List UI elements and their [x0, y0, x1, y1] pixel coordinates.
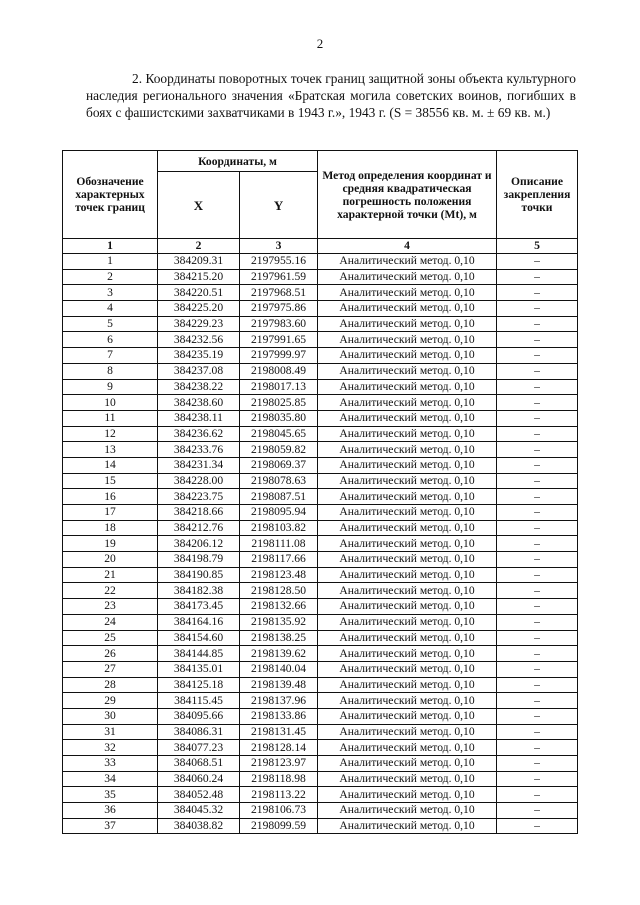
point-number-cell: 7: [63, 348, 158, 364]
description-cell: –: [497, 457, 578, 473]
point-number-cell: 37: [63, 818, 158, 834]
method-cell: Аналитический метод. 0,10: [318, 724, 497, 740]
x-coordinate-cell: 384235.19: [158, 348, 240, 364]
y-coordinate-cell: 2198123.48: [240, 567, 318, 583]
x-coordinate-cell: 384182.38: [158, 583, 240, 599]
method-cell: Аналитический метод. 0,10: [318, 348, 497, 364]
description-cell: –: [497, 803, 578, 819]
y-coordinate-cell: 2198128.50: [240, 583, 318, 599]
y-coordinate-cell: 2198135.92: [240, 614, 318, 630]
x-coordinate-cell: 384238.22: [158, 379, 240, 395]
description-cell: –: [497, 552, 578, 568]
description-cell: –: [497, 536, 578, 552]
description-cell: –: [497, 442, 578, 458]
table-row: [63, 803, 578, 819]
description-cell: –: [497, 614, 578, 630]
y-coordinate-cell: 2198128.14: [240, 740, 318, 756]
point-number-cell: 14: [63, 457, 158, 473]
method-cell: Аналитический метод. 0,10: [318, 756, 497, 772]
method-cell: Аналитический метод. 0,10: [318, 630, 497, 646]
point-number-cell: 1: [63, 254, 158, 270]
x-coordinate-cell: 384206.12: [158, 536, 240, 552]
x-coordinate-cell: 384238.11: [158, 410, 240, 426]
method-cell: Аналитический метод. 0,10: [318, 379, 497, 395]
point-number-cell: 35: [63, 787, 158, 803]
method-cell: Аналитический метод. 0,10: [318, 301, 497, 317]
description-cell: –: [497, 599, 578, 615]
point-number-cell: 24: [63, 614, 158, 630]
table-row: [63, 410, 578, 426]
table-row: [63, 489, 578, 505]
y-coordinate-cell: 2198132.66: [240, 599, 318, 615]
y-coordinate-cell: 2197968.51: [240, 285, 318, 301]
x-coordinate-cell: 384045.32: [158, 803, 240, 819]
y-coordinate-cell: 2198131.45: [240, 724, 318, 740]
description-cell: –: [497, 269, 578, 285]
point-number-cell: 30: [63, 708, 158, 724]
y-coordinate-cell: 2198139.48: [240, 677, 318, 693]
table-row: [63, 520, 578, 536]
table-row: [63, 693, 578, 709]
method-cell: Аналитический метод. 0,10: [318, 818, 497, 834]
point-number-cell: 27: [63, 661, 158, 677]
point-number-cell: 19: [63, 536, 158, 552]
x-coordinate-cell: 384225.20: [158, 301, 240, 317]
description-cell: –: [497, 708, 578, 724]
table-row: [63, 473, 578, 489]
method-cell: Аналитический метод. 0,10: [318, 395, 497, 411]
table-row: [63, 505, 578, 521]
point-number-cell: 6: [63, 332, 158, 348]
description-cell: –: [497, 756, 578, 772]
table-row: [63, 661, 578, 677]
header-method: Метод определения координат и средняя квадратическая погрешность положения характерной точки (Mt), м: [318, 151, 497, 239]
y-coordinate-cell: 2197975.86: [240, 301, 318, 317]
column-number: 5: [497, 239, 578, 254]
method-cell: Аналитический метод. 0,10: [318, 285, 497, 301]
table-row: [63, 552, 578, 568]
point-number-cell: 15: [63, 473, 158, 489]
point-number-cell: 26: [63, 646, 158, 662]
point-number-cell: 33: [63, 756, 158, 772]
table-row: [63, 332, 578, 348]
column-number: 2: [158, 239, 240, 254]
description-cell: –: [497, 630, 578, 646]
table-row: [63, 348, 578, 364]
description-cell: –: [497, 301, 578, 317]
method-cell: Аналитический метод. 0,10: [318, 693, 497, 709]
column-number: 4: [318, 239, 497, 254]
y-coordinate-cell: 2198045.65: [240, 426, 318, 442]
y-coordinate-cell: 2198113.22: [240, 787, 318, 803]
x-coordinate-cell: 384154.60: [158, 630, 240, 646]
point-number-cell: 25: [63, 630, 158, 646]
x-coordinate-cell: 384060.24: [158, 771, 240, 787]
y-coordinate-cell: 2198103.82: [240, 520, 318, 536]
y-coordinate-cell: 2198137.96: [240, 693, 318, 709]
x-coordinate-cell: 384209.31: [158, 254, 240, 270]
point-number-cell: 4: [63, 301, 158, 317]
table-row: [63, 316, 578, 332]
y-coordinate-cell: 2198140.04: [240, 661, 318, 677]
header-x: X: [158, 172, 240, 239]
table-row: [63, 285, 578, 301]
table-row: [63, 457, 578, 473]
description-cell: –: [497, 505, 578, 521]
description-cell: –: [497, 520, 578, 536]
y-coordinate-cell: 2198117.66: [240, 552, 318, 568]
description-cell: –: [497, 473, 578, 489]
table-row: [63, 536, 578, 552]
y-coordinate-cell: 2198139.62: [240, 646, 318, 662]
table-row: [63, 301, 578, 317]
y-coordinate-cell: 2197999.97: [240, 348, 318, 364]
y-coordinate-cell: 2198138.25: [240, 630, 318, 646]
method-cell: Аналитический метод. 0,10: [318, 254, 497, 270]
method-cell: Аналитический метод. 0,10: [318, 567, 497, 583]
x-coordinate-cell: 384232.56: [158, 332, 240, 348]
y-coordinate-cell: 2197983.60: [240, 316, 318, 332]
column-number: 3: [240, 239, 318, 254]
point-number-cell: 10: [63, 395, 158, 411]
method-cell: Аналитический метод. 0,10: [318, 599, 497, 615]
table-row: [63, 379, 578, 395]
header-description: Описание закрепления точки: [497, 151, 578, 239]
x-coordinate-cell: 384077.23: [158, 740, 240, 756]
table-row: [63, 771, 578, 787]
point-number-cell: 22: [63, 583, 158, 599]
table-row: [63, 363, 578, 379]
x-coordinate-cell: 384236.62: [158, 426, 240, 442]
method-cell: Аналитический метод. 0,10: [318, 457, 497, 473]
point-number-cell: 11: [63, 410, 158, 426]
description-cell: –: [497, 818, 578, 834]
y-coordinate-cell: 2198095.94: [240, 505, 318, 521]
x-coordinate-cell: 384190.85: [158, 567, 240, 583]
point-number-cell: 13: [63, 442, 158, 458]
point-number-cell: 18: [63, 520, 158, 536]
table-row: [63, 426, 578, 442]
table-row: [63, 646, 578, 662]
point-number-cell: 29: [63, 693, 158, 709]
description-cell: –: [497, 661, 578, 677]
point-number-cell: 20: [63, 552, 158, 568]
y-coordinate-cell: 2198123.97: [240, 756, 318, 772]
point-number-cell: 17: [63, 505, 158, 521]
x-coordinate-cell: 384086.31: [158, 724, 240, 740]
point-number-cell: 36: [63, 803, 158, 819]
table-row: [63, 567, 578, 583]
point-number-cell: 16: [63, 489, 158, 505]
x-coordinate-cell: 384237.08: [158, 363, 240, 379]
table-row: [63, 787, 578, 803]
x-coordinate-cell: 384164.16: [158, 614, 240, 630]
description-cell: –: [497, 410, 578, 426]
method-cell: Аналитический метод. 0,10: [318, 269, 497, 285]
y-coordinate-cell: 2198008.49: [240, 363, 318, 379]
table-row: [63, 269, 578, 285]
header-y: Y: [240, 172, 318, 239]
method-cell: Аналитический метод. 0,10: [318, 473, 497, 489]
description-cell: –: [497, 363, 578, 379]
y-coordinate-cell: 2198099.59: [240, 818, 318, 834]
point-number-cell: 21: [63, 567, 158, 583]
table-row: [63, 614, 578, 630]
description-cell: –: [497, 677, 578, 693]
description-cell: –: [497, 489, 578, 505]
description-cell: –: [497, 693, 578, 709]
point-number-cell: 2: [63, 269, 158, 285]
x-coordinate-cell: 384228.00: [158, 473, 240, 489]
point-number-cell: 31: [63, 724, 158, 740]
description-cell: –: [497, 740, 578, 756]
x-coordinate-cell: 384233.76: [158, 442, 240, 458]
y-coordinate-cell: 2198035.80: [240, 410, 318, 426]
method-cell: Аналитический метод. 0,10: [318, 787, 497, 803]
x-coordinate-cell: 384220.51: [158, 285, 240, 301]
x-coordinate-cell: 384115.45: [158, 693, 240, 709]
method-cell: Аналитический метод. 0,10: [318, 740, 497, 756]
method-cell: Аналитический метод. 0,10: [318, 583, 497, 599]
x-coordinate-cell: 384144.85: [158, 646, 240, 662]
description-cell: –: [497, 254, 578, 270]
table-row: [63, 599, 578, 615]
method-cell: Аналитический метод. 0,10: [318, 661, 497, 677]
table-row: [63, 818, 578, 834]
description-cell: –: [497, 583, 578, 599]
method-cell: Аналитический метод. 0,10: [318, 363, 497, 379]
column-number: 1: [63, 239, 158, 254]
description-cell: –: [497, 332, 578, 348]
description-cell: –: [497, 426, 578, 442]
x-coordinate-cell: 384125.18: [158, 677, 240, 693]
y-coordinate-cell: 2197961.59: [240, 269, 318, 285]
y-coordinate-cell: 2197955.16: [240, 254, 318, 270]
x-coordinate-cell: 384231.34: [158, 457, 240, 473]
x-coordinate-cell: 384135.01: [158, 661, 240, 677]
table-row: [63, 677, 578, 693]
y-coordinate-cell: 2197991.65: [240, 332, 318, 348]
y-coordinate-cell: 2198078.63: [240, 473, 318, 489]
method-cell: Аналитический метод. 0,10: [318, 677, 497, 693]
point-number-cell: 23: [63, 599, 158, 615]
x-coordinate-cell: 384068.51: [158, 756, 240, 772]
table-row: [63, 395, 578, 411]
coordinates-table: [62, 150, 578, 834]
method-cell: Аналитический метод. 0,10: [318, 489, 497, 505]
y-coordinate-cell: 2198133.86: [240, 708, 318, 724]
table-row: [63, 583, 578, 599]
point-number-cell: 12: [63, 426, 158, 442]
x-coordinate-cell: 384052.48: [158, 787, 240, 803]
method-cell: Аналитический метод. 0,10: [318, 708, 497, 724]
point-number-cell: 5: [63, 316, 158, 332]
page-number: 2: [316, 36, 324, 51]
point-number-cell: 8: [63, 363, 158, 379]
point-number-cell: 32: [63, 740, 158, 756]
y-coordinate-cell: 2198025.85: [240, 395, 318, 411]
x-coordinate-cell: 384218.66: [158, 505, 240, 521]
header-coordinates: Координаты, м: [158, 151, 318, 172]
table-row: [63, 724, 578, 740]
table-row: [63, 756, 578, 772]
point-number-cell: 9: [63, 379, 158, 395]
method-cell: Аналитический метод. 0,10: [318, 505, 497, 521]
header-designation: Обозначение характерных точек границ: [63, 151, 158, 239]
table-row: [63, 708, 578, 724]
section-heading-text: 2. Координаты поворотных точек границ защитной зоны объекта культурного наследия регионального значения «Братская могила советских воинов, погибших в боях с фашистскими захватчиками в 1943 г.», 1943 г. (S = 38556 кв. м. ± 69 кв. м.): [86, 71, 576, 120]
method-cell: Аналитический метод. 0,10: [318, 410, 497, 426]
x-coordinate-cell: 384038.82: [158, 818, 240, 834]
method-cell: Аналитический метод. 0,10: [318, 316, 497, 332]
method-cell: Аналитический метод. 0,10: [318, 520, 497, 536]
x-coordinate-cell: 384215.20: [158, 269, 240, 285]
method-cell: Аналитический метод. 0,10: [318, 332, 497, 348]
x-coordinate-cell: 384212.76: [158, 520, 240, 536]
method-cell: Аналитический метод. 0,10: [318, 536, 497, 552]
x-coordinate-cell: 384223.75: [158, 489, 240, 505]
y-coordinate-cell: 2198069.37: [240, 457, 318, 473]
y-coordinate-cell: 2198118.98: [240, 771, 318, 787]
description-cell: –: [497, 567, 578, 583]
x-coordinate-cell: 384238.60: [158, 395, 240, 411]
y-coordinate-cell: 2198087.51: [240, 489, 318, 505]
method-cell: Аналитический метод. 0,10: [318, 646, 497, 662]
y-coordinate-cell: 2198111.08: [240, 536, 318, 552]
table-row: [63, 254, 578, 270]
x-coordinate-cell: 384095.66: [158, 708, 240, 724]
description-cell: –: [497, 316, 578, 332]
method-cell: Аналитический метод. 0,10: [318, 442, 497, 458]
y-coordinate-cell: 2198059.82: [240, 442, 318, 458]
table-row: [63, 630, 578, 646]
x-coordinate-cell: 384229.23: [158, 316, 240, 332]
point-number-cell: 28: [63, 677, 158, 693]
section-heading: [86, 70, 576, 121]
point-number-cell: 34: [63, 771, 158, 787]
description-cell: –: [497, 771, 578, 787]
x-coordinate-cell: 384173.45: [158, 599, 240, 615]
table-row: [63, 442, 578, 458]
y-coordinate-cell: 2198106.73: [240, 803, 318, 819]
description-cell: –: [497, 379, 578, 395]
description-cell: –: [497, 395, 578, 411]
y-coordinate-cell: 2198017.13: [240, 379, 318, 395]
description-cell: –: [497, 285, 578, 301]
method-cell: Аналитический метод. 0,10: [318, 426, 497, 442]
method-cell: Аналитический метод. 0,10: [318, 803, 497, 819]
description-cell: –: [497, 724, 578, 740]
description-cell: –: [497, 787, 578, 803]
description-cell: –: [497, 646, 578, 662]
method-cell: Аналитический метод. 0,10: [318, 614, 497, 630]
description-cell: –: [497, 348, 578, 364]
table-row: [63, 740, 578, 756]
point-number-cell: 3: [63, 285, 158, 301]
x-coordinate-cell: 384198.79: [158, 552, 240, 568]
method-cell: Аналитический метод. 0,10: [318, 552, 497, 568]
method-cell: Аналитический метод. 0,10: [318, 771, 497, 787]
